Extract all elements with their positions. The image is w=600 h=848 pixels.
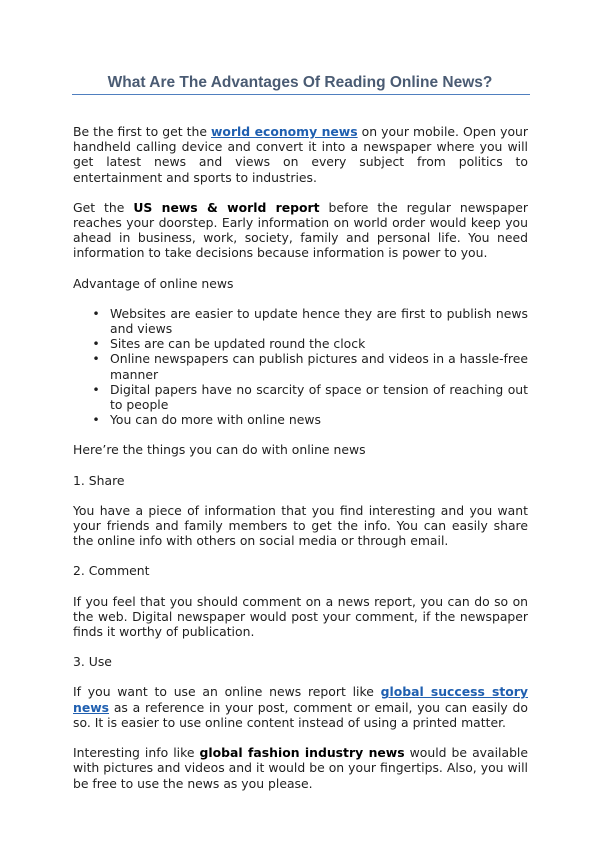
comment-heading: 2. Comment <box>73 563 150 579</box>
list-item-text: Sites are can be updated round the clock <box>110 336 366 352</box>
title-underline <box>72 94 530 95</box>
share-heading: 1. Share <box>73 472 125 488</box>
advantage-heading: Advantage of online news <box>73 275 234 291</box>
bullet-icon: • <box>92 381 100 397</box>
use-text-before: If you want to use an online news report like <box>73 684 381 700</box>
fashion-news-bold: global fashion industry news <box>199 745 405 761</box>
world-economy-news-link[interactable]: world economy news <box>210 124 358 139</box>
advantage-list <box>73 306 528 428</box>
global-success-story-news-link[interactable]: global success story news <box>73 684 528 715</box>
list-item <box>92 351 528 382</box>
closing-paragraph <box>73 745 528 791</box>
us-news-paragraph <box>73 200 528 261</box>
list-item <box>92 336 528 352</box>
list-item-text: Websites are easier to update hence they are first to publish news and views <box>110 305 528 337</box>
bullet-icon: • <box>92 305 100 321</box>
intro-text-before: Be the first to get the <box>73 124 211 139</box>
closing-text-before: Interesting info like <box>73 745 200 761</box>
list-item <box>92 412 528 428</box>
intro-text-after: on your mobile. Open your handheld calling device and convert it into a newspaper where you will get latest news and views on every subject from politics to entertainment and sports to industries. <box>73 124 528 185</box>
bullet-icon: • <box>92 336 100 352</box>
share-text: You have a piece of information that you find interesting and you want your friends and family members to get the info. You can easily share the online info with others on social media or through email. <box>73 502 528 549</box>
list-item-text: Digital papers have no scarcity of space or tension of reaching out to people <box>110 381 528 413</box>
intro-paragraph <box>73 124 528 185</box>
comment-text: If you feel that you should comment on a news report, you can do so on the web. Digital newspaper would post your comment, if the newspaper finds it worthy of publication. <box>73 593 528 640</box>
page-title: What Are The Advantages Of Reading Online News? <box>107 74 493 91</box>
list-item <box>92 305 528 337</box>
use-heading: 3. Use <box>73 654 112 670</box>
use-text-after: as a reference in your post, comment or email, you can easily do so. It is easier to use online content instead of using a printed matter. <box>73 699 528 730</box>
us-news-text-before: Get the <box>73 199 134 215</box>
list-item <box>92 381 528 413</box>
list-item-text: Online newspapers can publish pictures and videos in a hassle-free manner <box>110 351 528 382</box>
us-news-bold: US news & world report <box>133 199 320 215</box>
things-intro: Here’re the things you can do with online news <box>73 442 366 458</box>
closing-text-after: would be available with pictures and videos and it would be on your fingertips. Also, you will be free to use the news as you please. <box>73 745 528 791</box>
use-paragraph <box>73 684 528 730</box>
bullet-icon: • <box>92 351 100 367</box>
us-news-text-after: before the regular newspaper reaches your doorstep. Early information on world order would keep you ahead in business, work, society, family and personal life. You need information to take decisions because information is power to you. <box>73 199 529 261</box>
bullet-icon: • <box>92 412 100 428</box>
list-item-text: You can do more with online news <box>110 412 321 428</box>
article-body <box>73 124 528 806</box>
